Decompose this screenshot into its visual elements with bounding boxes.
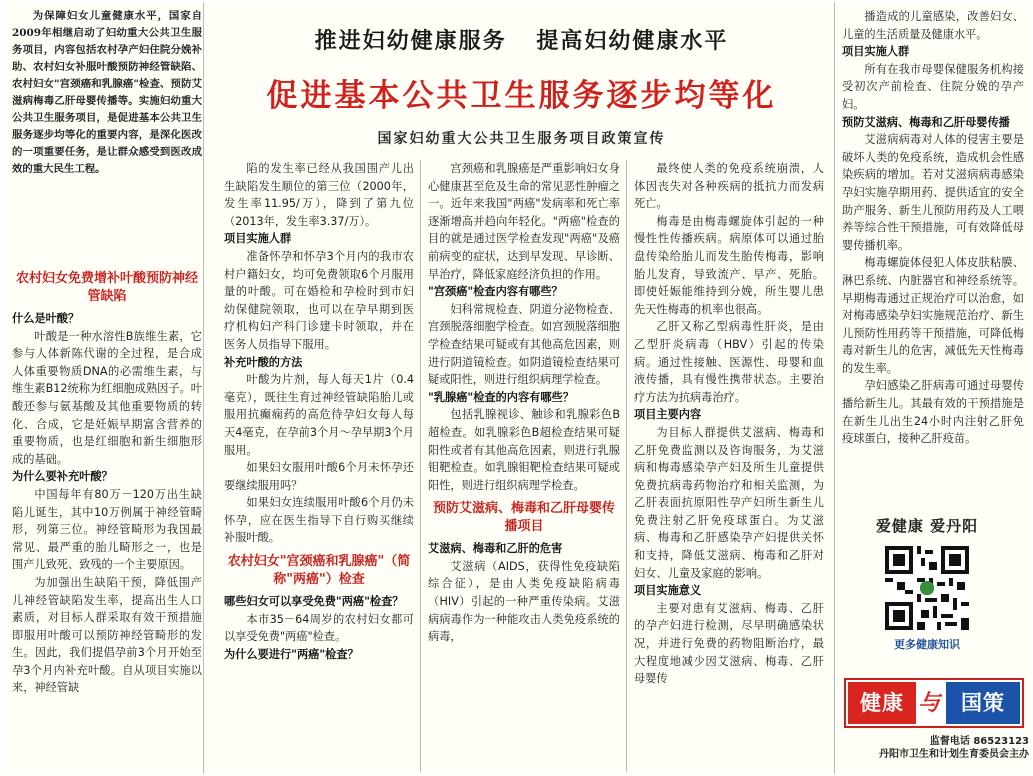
qr-code-icon[interactable] bbox=[885, 546, 969, 630]
sponsor: 丹阳市卫生和计划生育委员会主办 bbox=[879, 749, 1029, 760]
divider-3-4 bbox=[626, 160, 627, 772]
column-masthead bbox=[844, 678, 1024, 728]
pmtct-section-title: 预防艾滋病、梅毒和乙肝母婴传播项目 bbox=[432, 501, 615, 535]
col5-h1: 项目实施人群 bbox=[842, 45, 910, 59]
col5-p1: 播造成的儿童感染，改善妇女、儿童的生活质量及健康水平。 bbox=[842, 10, 1024, 41]
promo-slogan: 爱健康 爱丹阳 bbox=[875, 517, 979, 535]
folic-acid-section-title: 农村妇女免费增补叶酸预防神经管缺陷 bbox=[15, 271, 198, 304]
col3-h1: "宫颈癌"检查内容有哪些？ bbox=[428, 285, 563, 299]
intro-paragraph bbox=[12, 8, 202, 252]
col2-p1: 陷的发生率已经从我国围产儿出生缺陷发生顺位的第三位（2000年，发生率11.95/万），降到了第九位（2013年，发生率3.37/万）。 bbox=[224, 162, 414, 228]
col4-h1: 项目主要内容 bbox=[634, 408, 702, 422]
col4-p3: 乙肝又称乙型病毒性肝炎，是由乙型肝炎病毒（HBV）引起的传染病。通过性接触、医源性、母婴和血液传播，具有慢性携带状态。主要治疗方法为抗病毒治疗。 bbox=[634, 320, 824, 404]
col3-h2: "乳腺癌"检查的内容有哪些？ bbox=[428, 390, 574, 404]
main-headline: 促进基本公共卫生服务逐步均等化 bbox=[266, 78, 777, 114]
masthead-footer bbox=[844, 735, 1029, 761]
col3-h3: 艾滋病、梅毒和乙肝的危害 bbox=[428, 542, 563, 556]
masthead-mid: 与 bbox=[918, 691, 941, 716]
col2-q2: 为什么要进行"两癌"检查？ bbox=[224, 647, 359, 661]
col1-p2: 中国每年有80万－120万出生缺陷儿诞生，其中10万例属于神经管畸形，列第三位。神经管畸形为我国最常见、最严重的胎儿畸形之一，也是围产儿致死、致残的一个主要原因。 bbox=[12, 487, 202, 572]
divider-4-5 bbox=[834, 2, 835, 774]
column-4 bbox=[634, 160, 824, 772]
col2-q1: 哪些妇女可以享受免费"两癌"检查？ bbox=[224, 595, 404, 609]
col4-p1: 最终使人类的免疫系统崩溃，人体因丧失对各种疾病的抵抗力而发病死亡。 bbox=[634, 162, 824, 211]
promo-block bbox=[861, 515, 993, 665]
masthead-right: 国策 bbox=[946, 682, 1020, 724]
col1-p1: 叶酸是一种水溶性B族维生素，它参与人体新陈代谢的全过程，是合成人体重要物质DNA的必需维生素，与维生素B12统称为红细胞成熟因子。叶酸还参与氨基酸及其他重要物质的转化、合成，它是妊娠早期富含营养的重要物质，也是红细胞和新生细胞形成的基础。 bbox=[12, 329, 202, 466]
kicker-right: 提高妇幼健康水平 bbox=[536, 29, 729, 54]
col5-p4: 梅毒螺旋体侵犯人体皮肤粘膜、淋巴系统、内脏器官和神经系统等。早期梅毒通过正规治疗可以治愈，如对梅毒感染孕妇实施规范治疗、新生儿预防性用药等干预措施，可降低梅毒对新生儿的危害，减低先天性梅毒的发生率。 bbox=[842, 256, 1024, 375]
intro-text: 为保障妇女儿童健康水平，国家自2009年相继启动了妇幼重大公共卫生服务项目，内容包括农村孕产妇住院分娩补助、农村妇女补服叶酸预防神经管缺陷、农村妇女"宫颈癌和乳腺癌"检查、预防艾滋病梅毒乙肝母婴传播等。实施妇幼重大公共卫生服务项目，是促进基本公共卫生服务逐步均等化的重要内容，是深化医改的一项重要任务，是让群众感受到医改成效的重大民生工程。 bbox=[12, 10, 202, 175]
col2-p4: 如果妇女服用叶酸6个月未怀孕还要继续服用吗？ bbox=[224, 461, 414, 492]
col3-p1: 宫颈癌和乳腺癌是严重影响妇女身心健康甚至危及生命的常见恶性肿瘤之一。近年来我国"两癌"发病率和死亡率逐渐增高并趋向年轻化。"两癌"检查的目的就是通过医学检查发现"两癌"及癌前病变的症状，达到早发现、早诊断、早治疗，降低家庭经济负担的作用。 bbox=[428, 162, 620, 281]
two-cancers-section-title: 农村妇女"宫颈癌和乳腺癌"（简称"两癌"）检查 bbox=[227, 554, 411, 588]
column-3 bbox=[428, 160, 620, 772]
kicker-left: 推进妇幼健康服务 bbox=[314, 29, 507, 54]
col4-h2: 项目实施意义 bbox=[634, 584, 702, 598]
headline-block bbox=[209, 10, 834, 158]
column-2 bbox=[224, 160, 414, 772]
col3-p3: 包括乳腺视诊、触诊和乳腺彩色B超检查。如乳腺彩色B超检查结果可疑阳性或者有其他高危因素，则进行乳腺钼靶检查。如乳腺钼靶检查结果可疑或阳性，则进行组织病理学检查。 bbox=[428, 408, 620, 492]
headline-kicker bbox=[209, 24, 834, 55]
col4-p2: 梅毒是由梅毒螺旋体引起的一种慢性性传播疾病。病原体可以通过胎盘传染给胎儿而发生胎传梅毒，影响胎儿发育，导致流产、早产、死胎。即使妊娠能维持到分娩，所生婴儿患先天性梅毒的机率也很高。 bbox=[634, 214, 824, 316]
col5-p3: 艾滋病病毒对人体的侵害主要是破坏人类的免疫系统，造成机会性感染疾病的增加。若对艾滋病病毒感染孕妇实施孕期用药、提供适宜的安全助产服务、新生儿预防用药及人工喂养等综合性干预措施，可有效降低母婴传播机率。 bbox=[842, 133, 1024, 252]
col2-p2: 准备怀孕和怀孕3个月内的我市农村户籍妇女，均可免费领取6个月服用量的叶酸。可在婚检和孕检时到市妇幼保健院领取，也可以在孕早期到医疗机构妇产科门诊建卡时领取，并在医务人员指导下服用。 bbox=[224, 249, 414, 351]
col5-p2: 所有在我市母婴保健服务机构接受初次产前检查、住院分娩的孕产妇。 bbox=[842, 62, 1024, 111]
col4-p4: 为目标人群提供艾滋病、梅毒和乙肝免费监测以及咨询服务，为艾滋病和梅毒感染孕产妇及所生儿童提供免费抗病毒药物治疗和相关监测，为乙肝表面抗原阳性孕产妇所生新生儿免费注射乙肝免疫球蛋白。为艾滋病、梅毒和乙肝感染孕产妇提供关怀和支持，降低艾滋病、梅毒和乙肝对妇女、儿童及家庭的影响。 bbox=[634, 425, 824, 580]
column-1 bbox=[12, 264, 202, 772]
col2-p3: 叶酸为片剂，每人每天1片（0.4毫克），既往生育过神经管缺陷胎儿或服用抗癫痫药的高危待孕妇女每人每天4毫克，在孕前3个月～孕早期3个月服用。 bbox=[224, 373, 414, 457]
col2-h2: 补充叶酸的方法 bbox=[224, 355, 303, 369]
col5-p5: 孕妇感染乙肝病毒可通过母婴传播给新生儿。其最有效的干预措施是在新生儿出生24小时内注射乙肝免疫球蛋白，接种乙肝疫苗。 bbox=[842, 379, 1024, 446]
newspaper-page bbox=[4, 2, 1030, 774]
hotline: 监督电话 86523123 bbox=[929, 736, 1029, 747]
divider-2-3 bbox=[420, 160, 421, 772]
col2-h1: 项目实施人群 bbox=[224, 232, 292, 246]
col3-p4: 艾滋病（AIDS，获得性免疫缺陷综合征），是由人类免疫缺陷病毒（HIV）引起的一种严重传染病。艾滋病病毒作为一种能攻击人类免疫系统的病毒， bbox=[428, 559, 620, 644]
col5-h2: 预防艾滋病、梅毒和乙肝母婴传播 bbox=[842, 115, 1010, 129]
q-what-is-folic-acid: 什么是叶酸？ bbox=[12, 312, 80, 325]
col1-p3: 为加强出生缺陷干预，降低围产儿神经管缺陷发生率，提高出生人口素质，对目标人群采取有效干预措施即服用叶酸可以预防神经管畸形的发生。因此，我们提倡孕前3个月开始至孕3个月内补充叶酸。自从项目实施以来，神经管缺 bbox=[12, 575, 202, 695]
col4-p5: 主要对患有艾滋病、梅毒、乙肝的孕产妇进行检测，尽早明确感染状况，并进行免费的药物阻断治疗，最大程度地减少因艾滋病、梅毒、乙肝母婴传 bbox=[634, 601, 824, 686]
masthead-left: 健康 bbox=[848, 682, 916, 724]
headline-byline: 国家妇幼重大公共卫生服务项目政策宣传 bbox=[377, 131, 666, 147]
column-5 bbox=[842, 8, 1024, 508]
col3-p2: 妇科常规检查、阴道分泌物检查、宫颈脱落细胞学检查。如宫颈脱落细胞学检查结果可疑或有其他高危因素，则进行阴道镜检查。如阴道镜检查结果可疑或阳性，则进行组织病理学检查。 bbox=[428, 302, 620, 387]
col2-p6: 本市35－64周岁的农村妇女都可以享受免费"两癌"检查。 bbox=[224, 612, 414, 644]
col2-p5: 如果妇女连续服用叶酸6个月仍未怀孕，应在医生指导下自行购买继续补服叶酸。 bbox=[224, 496, 414, 545]
qr-caption: 更多健康知识 bbox=[894, 638, 960, 651]
q-why-supplement: 为什么要补充叶酸？ bbox=[12, 470, 113, 484]
